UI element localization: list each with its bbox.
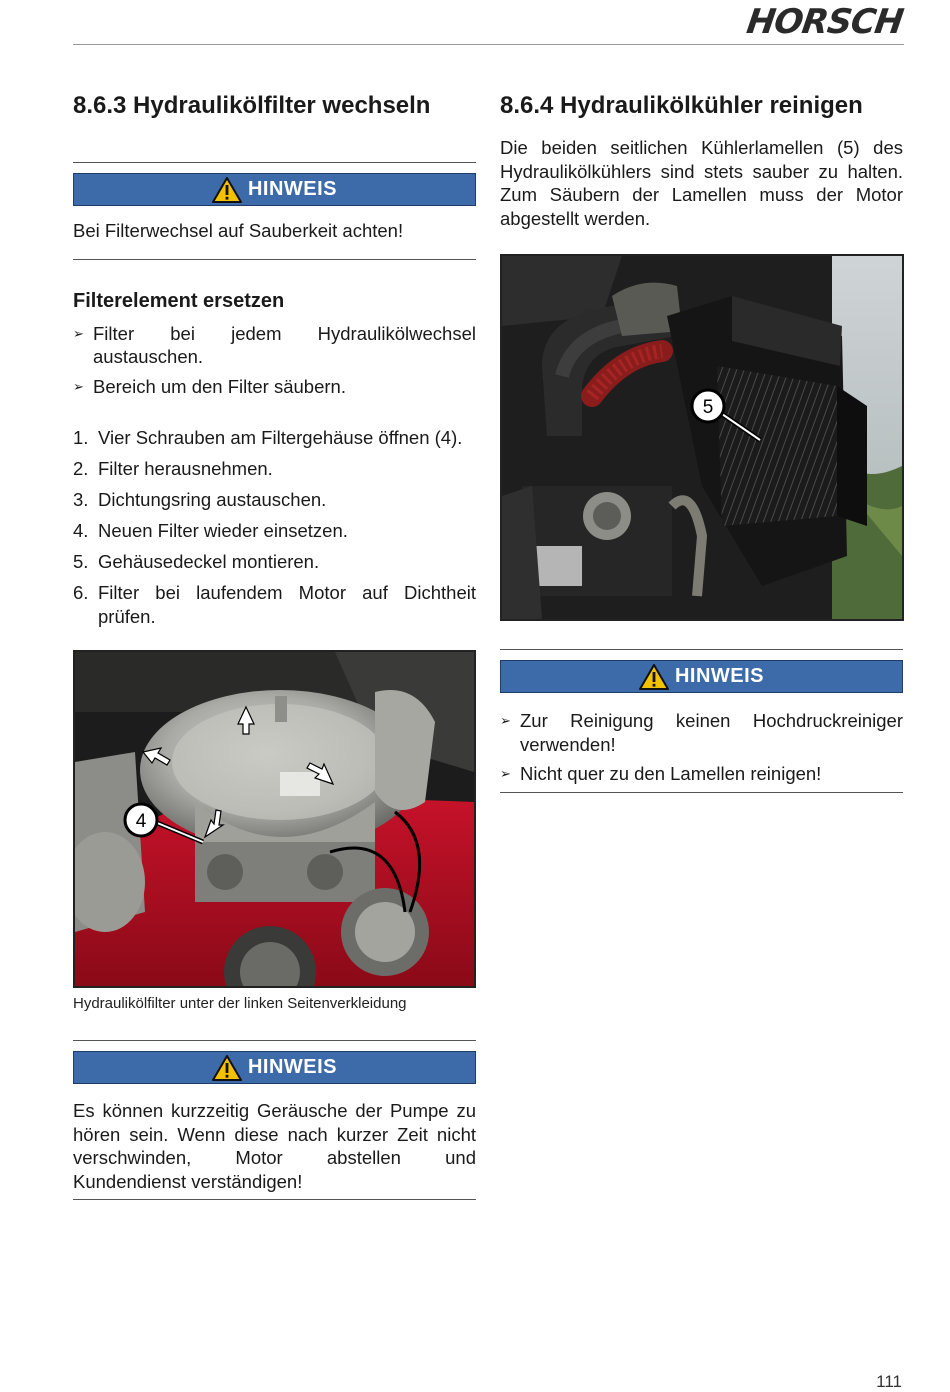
instruction-bullets — [73, 322, 476, 399]
notice-label: HINWEIS — [247, 1056, 338, 1078]
list-item: 6. Filter bei laufendem Motor auf Dichtheit prüfen. — [73, 582, 476, 627]
notice-bar — [500, 660, 903, 693]
warning-triangle-icon — [639, 664, 669, 690]
notice-label: HINWEIS — [247, 178, 338, 200]
warning-triangle-icon — [212, 177, 242, 203]
cooler-photo-illustration — [502, 256, 902, 619]
notice-text: Bei Filterwechsel auf Sauberkeit achten! — [73, 220, 404, 241]
list-item: ➢ Nicht quer zu den Lamellen reinigen! — [500, 762, 903, 786]
notice2-bottom-rule — [73, 1199, 476, 1200]
intro-text: Die beiden seitlichen Kühlerlamellen (5) des Hydraulikölkühlers sind stets sauber zu halten. Zum Säubern der Lamellen muss der Motor abgestellt werden. — [500, 137, 903, 229]
filter-photo-illustration — [75, 652, 474, 986]
list-item: ➢ Zur Reinigung keinen Hochdruckreiniger verwenden! — [500, 709, 903, 756]
list-item: 2. Filter herausnehmen. — [73, 458, 273, 479]
list-item: ➢ Bereich um den Filter säubern. — [73, 375, 476, 399]
notice-bar — [73, 173, 476, 206]
notice-bottom-rule — [500, 792, 903, 793]
notice-label: HINWEIS — [674, 665, 765, 687]
callout-number-4: 4 — [135, 811, 147, 832]
cooler-photo — [500, 254, 904, 621]
notice-top-rule — [73, 162, 476, 163]
notice-bullets — [500, 709, 903, 786]
right-column — [500, 88, 903, 793]
notice2-top-rule — [73, 1040, 476, 1041]
procedure-steps — [73, 426, 476, 628]
callout-number-5: 5 — [702, 397, 714, 418]
photo-caption: Hydraulikölfilter unter der linken Seitenverkleidung — [73, 995, 407, 1012]
left-column — [73, 88, 476, 1200]
filter-photo — [73, 650, 476, 988]
list-item: 1. Vier Schrauben am Filtergehäuse öffnen (4). — [73, 427, 463, 448]
header-divider — [73, 44, 904, 45]
list-item: 5. Gehäusedeckel montieren. — [73, 551, 320, 572]
section-title-filter: 8.6.3 Hydraulikölfilter wechseln — [73, 92, 431, 119]
list-item: 4. Neuen Filter wieder einsetzen. — [73, 520, 348, 541]
section-title-cooler: 8.6.4 Hydraulikölkühler reinigen — [500, 92, 863, 119]
notice-bar — [73, 1051, 476, 1084]
notice-text: Es können kurzzeitig Geräusche der Pumpe zu hören sein. Wenn diese nach kurzer Zeit nicht verschwinden, Motor abstellen und Kundendienst verständigen! — [73, 1100, 476, 1192]
subheading-filter-element: Filterelement ersetzen — [73, 289, 285, 312]
notice-bottom-rule — [73, 259, 476, 260]
brand-logo: HORSCH — [743, 2, 905, 42]
page-number: 111 — [876, 1372, 902, 1391]
list-item: ➢ Filter bei jedem Hydraulikölwechsel austauschen. — [73, 322, 476, 369]
notice-top-rule — [500, 649, 903, 650]
list-item: 3. Dichtungsring austauschen. — [73, 489, 327, 510]
warning-triangle-icon — [212, 1055, 242, 1081]
